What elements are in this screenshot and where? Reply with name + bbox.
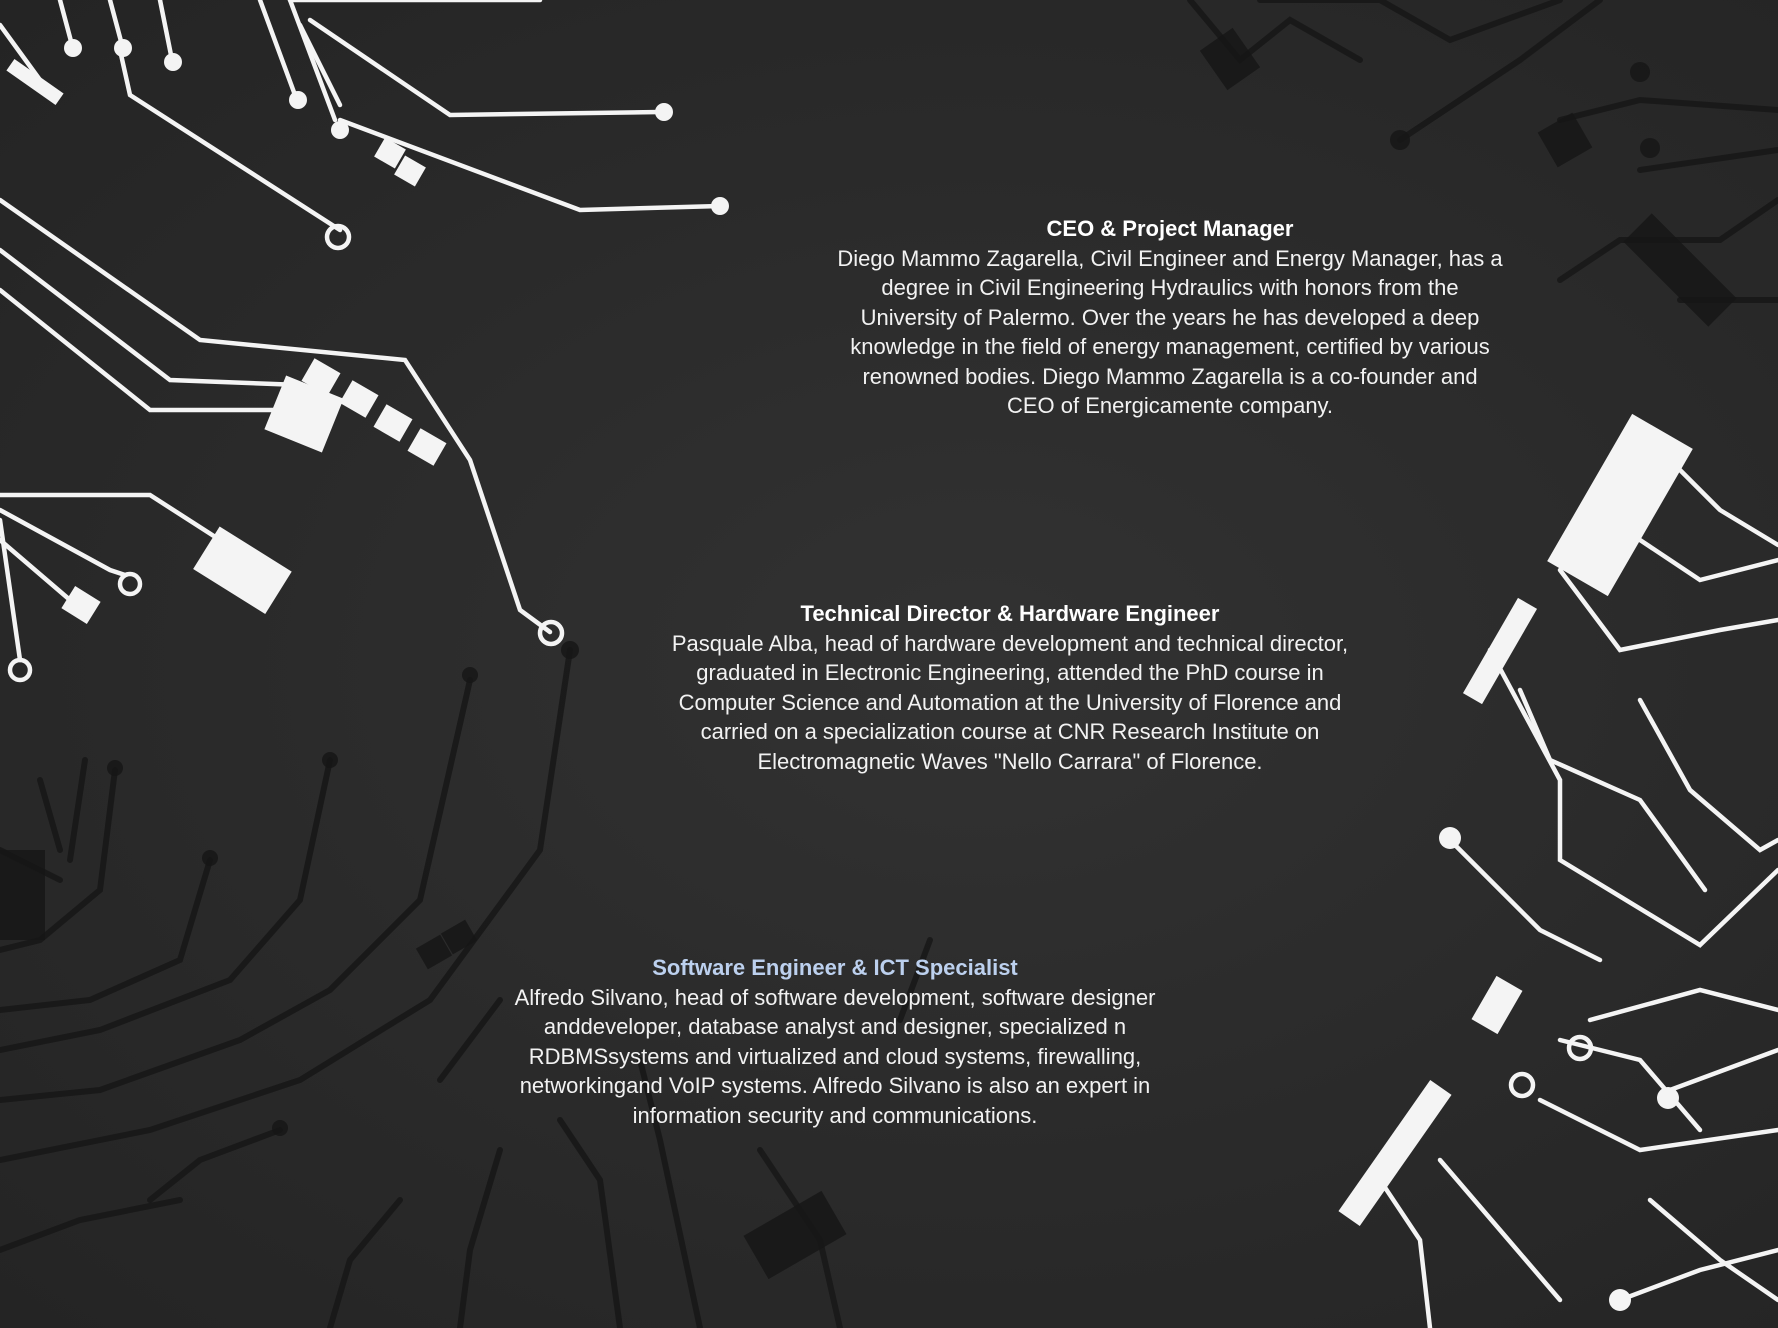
bio-line: Computer Science and Automation at the University of Florence and: [678, 689, 1342, 715]
bio-line: Pasquale Alba, head of hardware development and technical director,: [671, 630, 1349, 656]
bio-line: degree in Civil Engineering Hydraulics with honors from the: [881, 275, 1459, 300]
bio-line: carried on a specialization course at CNR Research Institute on: [700, 719, 1320, 744]
team-member-technical-director: [630, 599, 1390, 776]
bio-line: knowledge in the field of energy management, certified by various: [850, 334, 1490, 359]
role-heading-ceo: CEO & Project Manager: [1046, 216, 1294, 241]
bio-line: networkingand VoIP systems. Alfredo Silvano is also an expert in: [519, 1073, 1151, 1098]
bio-text-software-engineer: [470, 983, 1200, 1131]
bio-line: Alfredo Silvano, head of software development, software designer: [514, 984, 1156, 1010]
bio-line: RDBMSsystems and virtualized and cloud systems, firewalling,: [528, 1043, 1142, 1069]
bio-text-ceo: [790, 244, 1550, 421]
bio-line: anddeveloper, database analyst and designer, specialized n: [543, 1014, 1127, 1039]
bio-line: CEO of Energicamente company.: [1006, 393, 1334, 418]
bio-text-technical-director: [630, 629, 1390, 777]
team-member-software-engineer: [470, 953, 1200, 1130]
bio-line: renowned bodies. Diego Mammo Zagarella is a co-founder and: [862, 363, 1478, 389]
bio-line: Diego Mammo Zagarella, Civil Engineer and Energy Manager, has a: [837, 245, 1503, 271]
bio-line: University of Palermo. Over the years he has developed a deep: [860, 304, 1480, 330]
role-heading-technical-director: Technical Director & Hardware Engineer: [800, 601, 1220, 626]
role-heading-software-engineer[interactable]: Software Engineer & ICT Specialist: [652, 955, 1018, 980]
bio-line: graduated in Electronic Engineering, attended the PhD course in: [696, 660, 1324, 685]
bio-line: Electromagnetic Waves "Nello Carrara" of Florence.: [757, 748, 1263, 774]
team-member-ceo: [790, 214, 1550, 421]
bio-line: information security and communications.: [632, 1102, 1038, 1128]
